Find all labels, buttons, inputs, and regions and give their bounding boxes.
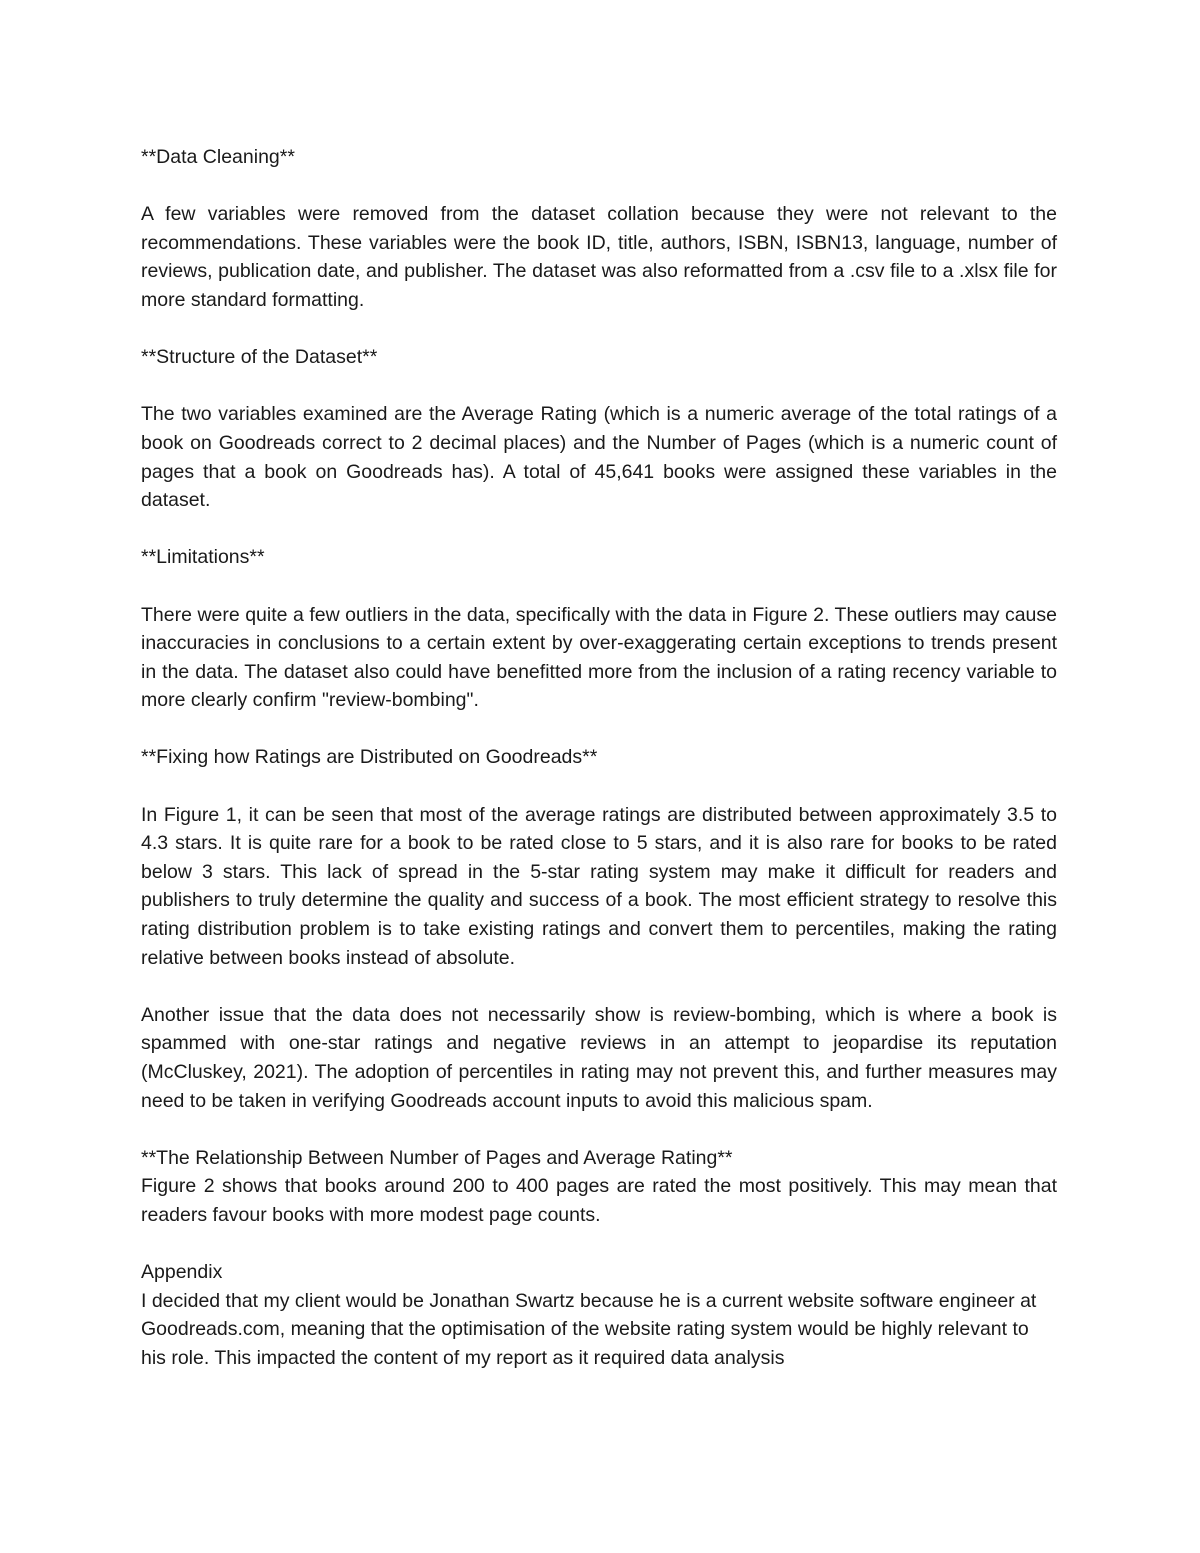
paragraph-structure-of-dataset: The two variables examined are the Average Rating (which is a numeric average of the total ratings of a book on Goodreads correct to 2 decimal places) and the Number of Pages (which is a numeric count of pages that a book on Goodreads has). A total of 45,641 books were assigned these variables in the dataset. (141, 403, 1057, 512)
paragraph-data-cleaning: A few variables were removed from the dataset collation because they were not relevant to the recommendations. These variables were the book ID, title, authors, ISBN, ISBN13, language, number of reviews, publication date, and publisher. The dataset was also reformatted from a .csv file to a .xlsx file for more standard formatting. (141, 203, 1057, 311)
paragraph-pages-vs-rating: Figure 2 shows that books around 200 to 400 pages are rated the most positively. This may mean that readers favour books with more modest page counts. (141, 1175, 1057, 1226)
paragraph-fixing-ratings: In Figure 1, it can be seen that most of the average ratings are distributed between approximately 3.5 to 4.3 stars. It is quite rare for a book to be rated close to 5 stars, and it is also rare for books to be rated below 3 stars. This lack of spread in the 5-star rating system may make it difficult for readers and publishers to truly determine the quality and success of a book. The most efficient strategy to resolve this rating distribution problem is to take existing ratings and convert them to percentiles, making the rating relative between books instead of absolute. (141, 803, 1057, 969)
heading-limitations: **Limitations** (141, 546, 265, 569)
heading-fixing-ratings: **Fixing how Ratings are Distributed on Goodreads** (141, 746, 598, 769)
paragraph-limitations: There were quite a few outliers in the data, specifically with the data in Figure 2. These outliers may cause inaccuracies in conclusions to a certain extent by over-exaggerating certain exceptions to trends present in the data. The dataset also could have benefitted more from the inclusion of a rating recency variable to more clearly confirm "review-bombing". (141, 603, 1057, 712)
paragraph-appendix: I decided that my client would be Jonathan Swartz because he is a current website software engineer at Goodreads.com, meaning that the optimisation of the website rating system would be highly relevant to his role. This impacted the content of my report as it required data analysis (141, 1289, 1037, 1369)
heading-structure-of-dataset: **Structure of the Dataset** (141, 346, 378, 369)
heading-data-cleaning: **Data Cleaning** (141, 146, 295, 168)
paragraph-review-bombing: Another issue that the data does not necessarily show is review-bombing, which is where a book is spammed with one-star ratings and negative reviews in an attempt to jeopardise its reputation (McCluskey, 2021). The adoption of percentiles in rating may not prevent this, and further measures may need to be taken in verifying Goodreads account inputs to avoid this malicious spam. (141, 1003, 1057, 1112)
heading-appendix: Appendix (141, 1261, 223, 1284)
document-body (141, 143, 1057, 1373)
heading-pages-vs-rating: **The Relationship Between Number of Pages and Average Rating** (141, 1146, 733, 1169)
